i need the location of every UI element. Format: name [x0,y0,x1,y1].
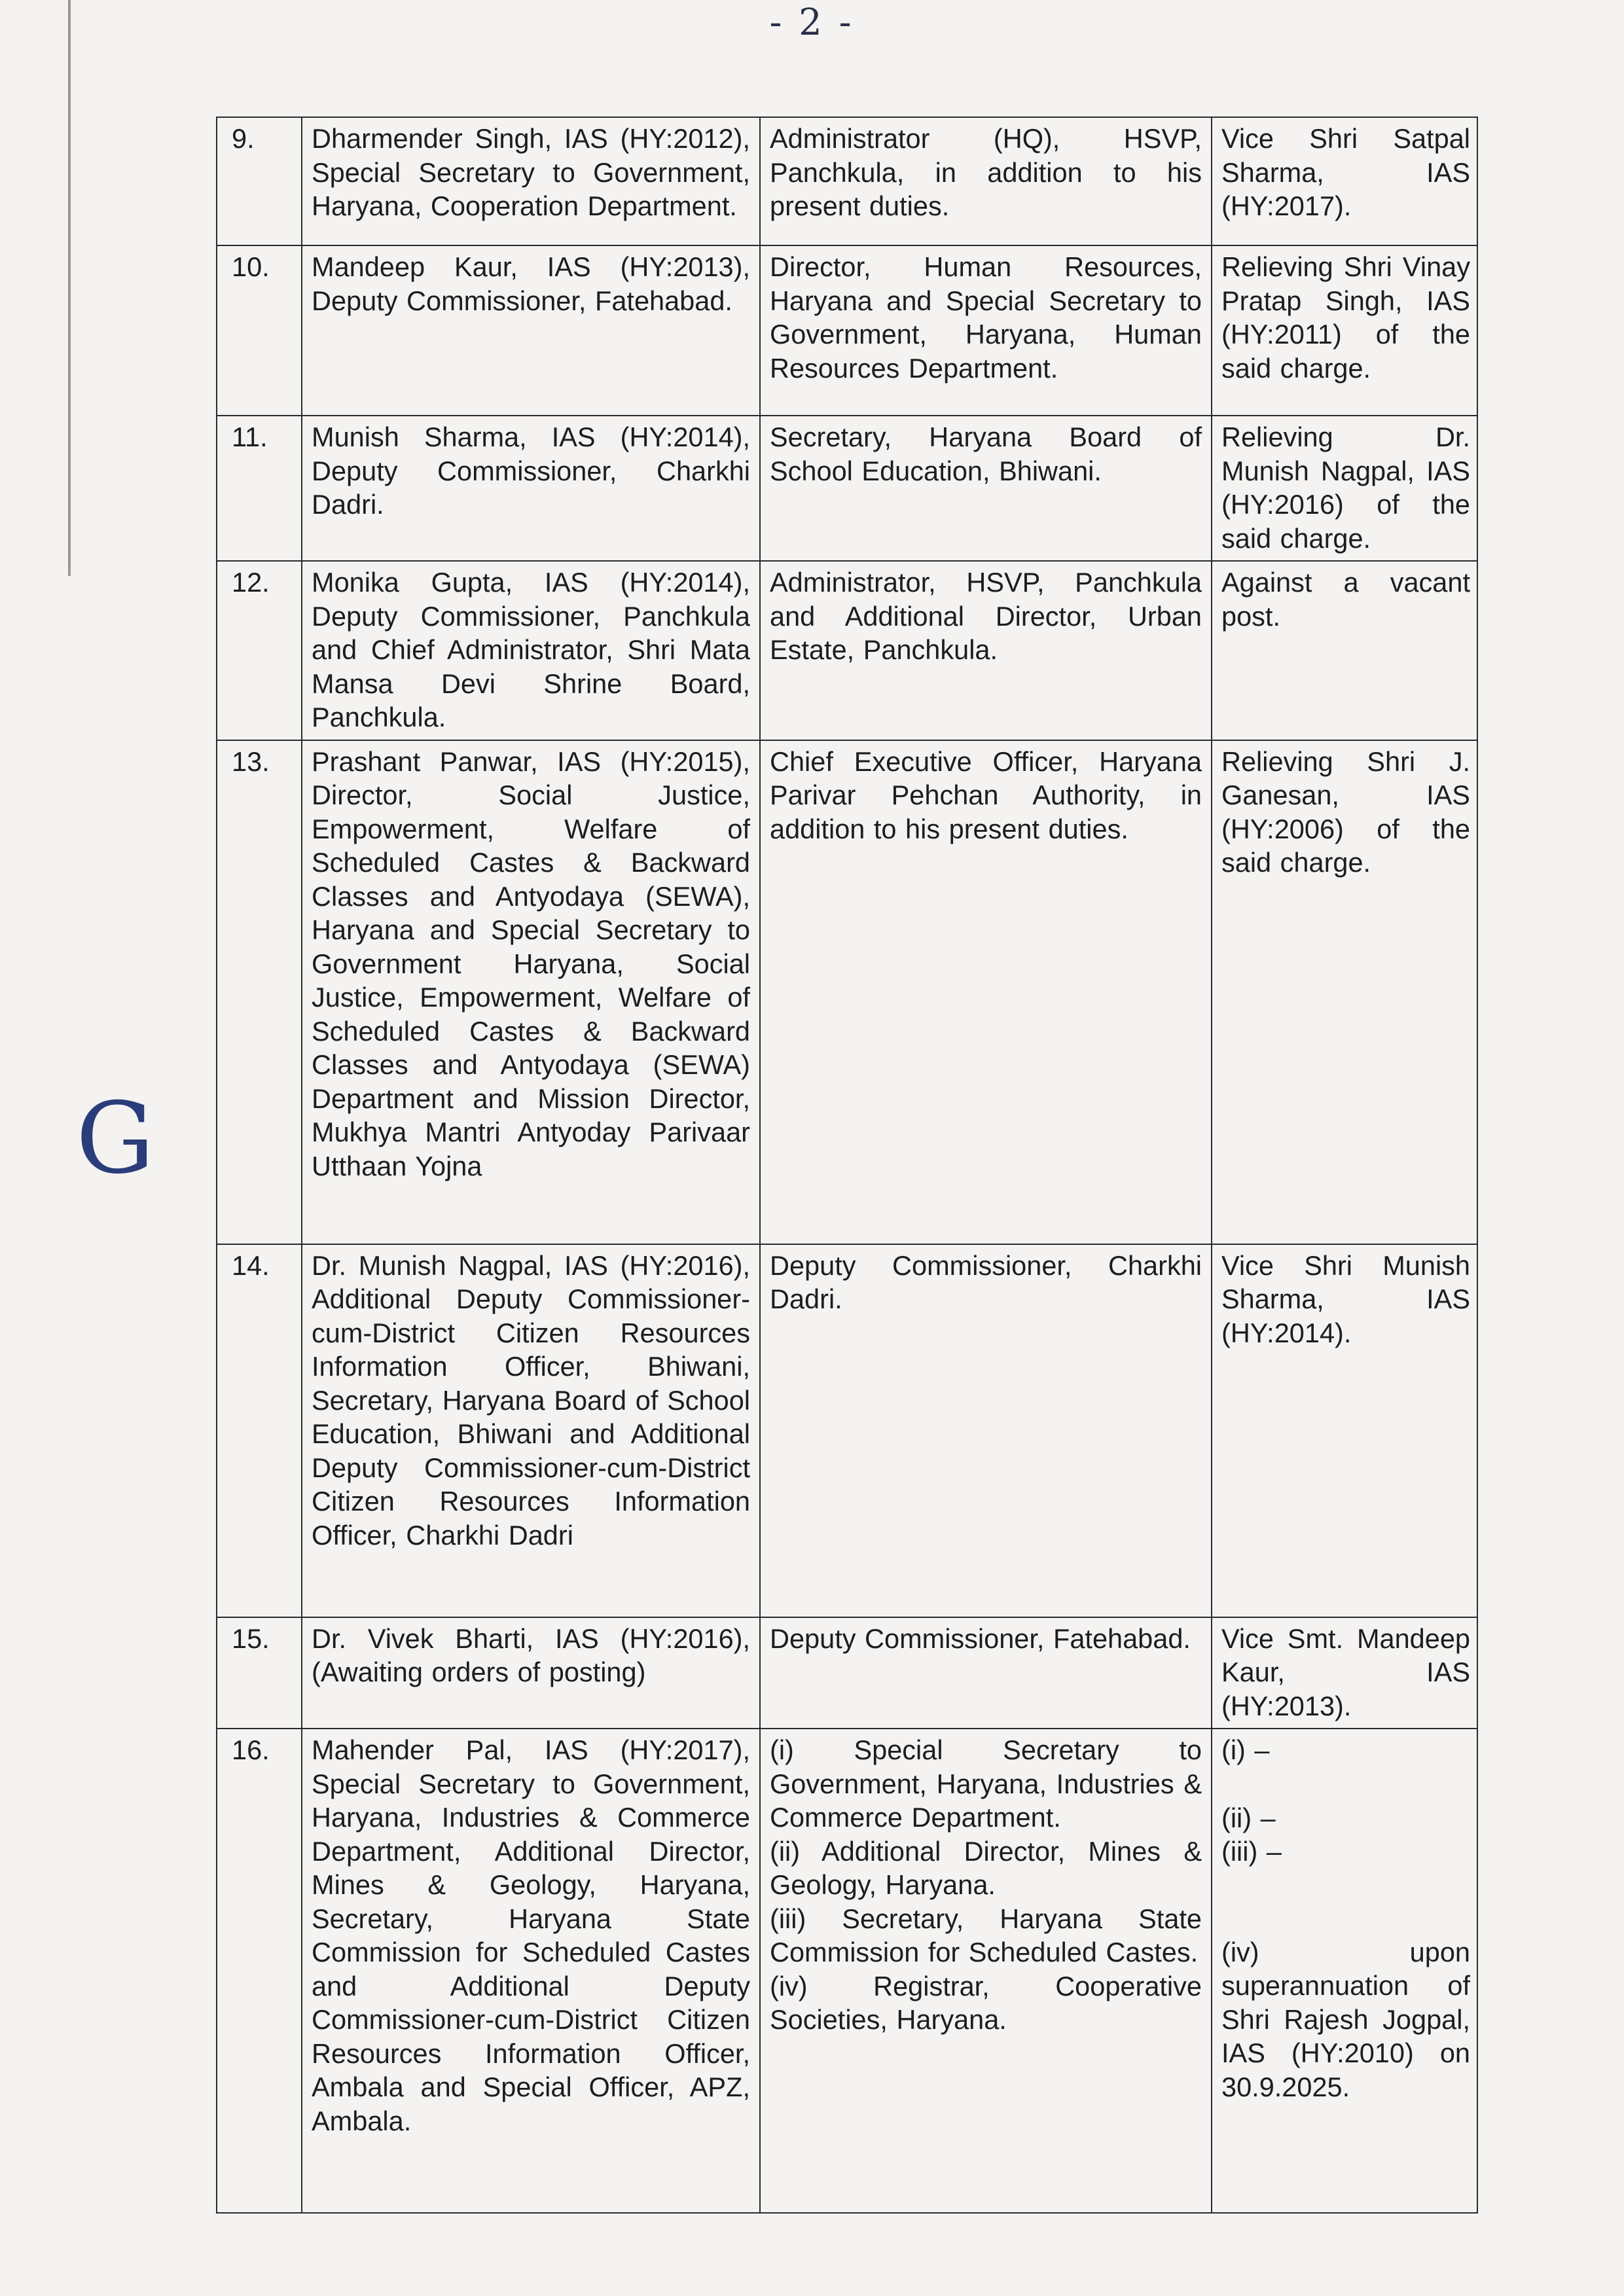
remarks: Against a vacant post. [1212,561,1477,740]
officer-details: Munish Sharma, IAS (HY:2014), Deputy Commissioner, Charkhi Dadri. [302,416,760,561]
posting-details: Deputy Commissioner, Charkhi Dadri. [760,1244,1212,1617]
remarks: Vice Shri Munish Sharma, IAS (HY:2014). [1212,1244,1477,1617]
table-row [217,416,1477,561]
table-row [217,561,1477,740]
remarks-spacer [1221,1767,1470,1801]
page-number: - 2 - [769,1,854,44]
remarks-item: (iii) – [1221,1836,1282,1867]
serial-number: 14. [217,1244,302,1617]
posting-item: (ii) Additional Director, Mines & Geology, Haryana. [770,1835,1202,1900]
table-row [217,117,1477,245]
margin-handwritten-mark: G [76,1082,154,1196]
officer-details: Monika Gupta, IAS (HY:2014), Deputy Commissioner, Panchkula and Chief Administrator, Shri Mata Mansa Devi Shrine Board, Panchkula. [302,561,760,740]
posting-details: Administrator, HSVP, Panchkula and Additional Director, Urban Estate, Panchkula. [760,561,1212,740]
remarks: Vice Smt. Mandeep Kaur, IAS (HY:2013). [1212,1617,1477,1729]
posting-item: (iii) Secretary, Haryana State Commission for Scheduled Castes. [770,1903,1202,1967]
table-row [217,1617,1477,1729]
transfer-order-table [216,117,1478,2214]
serial-number: 15. [217,1617,302,1729]
table-row [217,1729,1477,2213]
officer-details: Mandeep Kaur, IAS (HY:2013), Deputy Commissioner, Fatehabad. [302,245,760,416]
remarks-spacer [1221,1869,1470,1935]
remarks-item: (i) – [1221,1734,1270,1765]
officer-details: Mahender Pal, IAS (HY:2017), Special Secretary to Government, Haryana, Industries & Commerce Department, Additional Director, Mines & Geology, Haryana, Secretary, Haryana State Commission for Scheduled Castes and Additional Deputy Commissioner-cum-District Citizen Resources Information Officer, Ambala and Special Officer, APZ, Ambala. [302,1729,760,2213]
posting-details [760,1729,1212,2213]
table-row [217,245,1477,416]
posting-details: Secretary, Haryana Board of School Education, Bhiwani. [760,416,1212,561]
posting-item: (iv) Registrar, Cooperative Societies, Haryana. [770,1970,1202,2035]
officer-details: Dr. Munish Nagpal, IAS (HY:2016), Additional Deputy Commissioner-cum-District Citizen Resources Information Officer, Bhiwani, Secretary, Haryana Board of School Education, Bhiwani and Additional Deputy Commissioner-cum-District Citizen Resources Information Officer, Charkhi Dadri [302,1244,760,1617]
remarks-item: (iv) upon superannuation of Shri Rajesh Jogpal, IAS (HY:2010) on 30.9.2025. [1221,1936,1470,2102]
officer-details: Dr. Vivek Bharti, IAS (HY:2016), (Awaiting orders of posting) [302,1617,760,1729]
posting-details: Administrator (HQ), HSVP, Panchkula, in addition to his present duties. [760,117,1212,245]
posting-details: Deputy Commissioner, Fatehabad. [760,1617,1212,1729]
remarks: Relieving Shri Vinay Pratap Singh, IAS (HY:2011) of the said charge. [1212,245,1477,416]
posting-details: Chief Executive Officer, Haryana Parivar Pehchan Authority, in addition to his present duties. [760,740,1212,1244]
remarks: Vice Shri Satpal Sharma, IAS (HY:2017). [1212,117,1477,245]
remarks: Relieving Dr. Munish Nagpal, IAS (HY:2016) of the said charge. [1212,416,1477,561]
serial-number: 12. [217,561,302,740]
binding-line [68,0,71,576]
serial-number: 13. [217,740,302,1244]
table-row [217,740,1477,1244]
serial-number: 9. [217,117,302,245]
table-row [217,1244,1477,1617]
serial-number: 16. [217,1729,302,2213]
posting-item: (i) Special Secretary to Government, Haryana, Industries & Commerce Department. [770,1734,1202,1833]
remarks [1212,1729,1477,2213]
remarks: Relieving Shri J. Ganesan, IAS (HY:2006) of the said charge. [1212,740,1477,1244]
remarks-item: (ii) – [1221,1802,1276,1833]
posting-details: Director, Human Resources, Haryana and Special Secretary to Government, Haryana, Human Resources Department. [760,245,1212,416]
serial-number: 11. [217,416,302,561]
serial-number: 10. [217,245,302,416]
officer-details: Prashant Panwar, IAS (HY:2015), Director, Social Justice, Empowerment, Welfare of Scheduled Castes & Backward Classes and Antyodaya (SEWA), Haryana and Special Secretary to Government Haryana, Social Justice, Empowerment, Welfare of Scheduled Castes & Backward Classes and Antyodaya (SEWA) Department and Mission Director, Mukhya Mantri Antyoday Parivaar Utthaan Yojna [302,740,760,1244]
officer-details: Dharmender Singh, IAS (HY:2012), Special Secretary to Government, Haryana, Cooperation Department. [302,117,760,245]
